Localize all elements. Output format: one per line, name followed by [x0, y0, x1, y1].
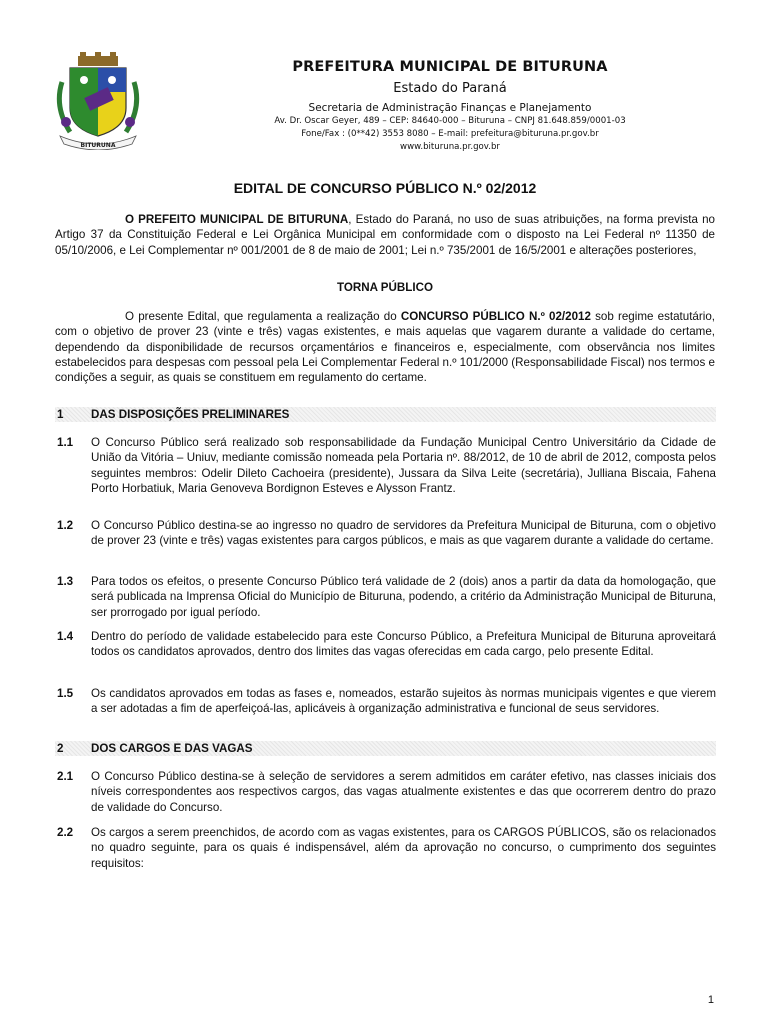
section-header	[55, 407, 716, 422]
letterhead-address: Av. Dr. Oscar Geyer, 489 – CEP: 84640-000 – Bituruna – CNPJ 81.648.859/0001-03	[274, 116, 626, 126]
present-after: sob regime estatutário, com o objetivo de prover 23 (vinte e três) vagas existentes, e mais aquelas que vagarem durante a validade do certame, dependendo da disponibilidade de recursos orçamentários e financeiros e, especialmente, com observância nos limites estabelecidos para despesas com pessoal pela Lei Complementar Federal n.º 101/2000 (Responsabilidade Fiscal) nos termos e condições a seguir, as quais se constituem em regulamento do certame.	[55, 310, 715, 385]
letterhead-website: www.bituruna.pr.gov.br	[400, 142, 500, 152]
clause-number: 2.2	[57, 826, 74, 839]
present-paragraph	[55, 309, 715, 385]
clause-text: O Concurso Público será realizado sob responsabilidade da Fundação Municipal Centro Universitário da Cidade de União da Vitória – Uniuv, mediante comissão nomeada pela Portaria nº. 88/2012, de 10 de abril de 2012, composta pelos seguintes membros: Odelir Dileto Cachoeira (presidente), Jussara da Silva Leite (secretária), Julliana Biscaia, Fahena Porto Horbatiuk, Maria Genoveva Bordignon Esteves e Alysson Frantz.	[91, 436, 716, 495]
intro-bold: O PREFEITO MUNICIPAL DE BITURUNA	[125, 213, 349, 226]
section-title: DOS CARGOS E DAS VAGAS	[91, 742, 253, 755]
clause-item	[55, 435, 716, 496]
letterhead-title: PREFEITURA MUNICIPAL DE BITURUNA	[292, 59, 608, 75]
intro-rest: , Estado do Paraná, no uso de suas atribuições, na forma prevista no Artigo 37 da Constituição Federal e Lei Orgânica Municipal em conformidade com o disposto na Lei Federal nº 11350 de 05/10/2006, e Lei Complementar nº 001/2001 de 8 de maio de 2001; Lei n.º 735/2001 de 16/5/2001 e alterações posteriores,	[55, 213, 715, 257]
letterhead-state: Estado do Paraná	[393, 81, 507, 96]
section-header	[55, 741, 716, 756]
clause-item	[55, 769, 716, 815]
clause-item	[55, 825, 716, 871]
clause-text: Dentro do período de validade estabelecido para este Concurso Público, a Prefeitura Municipal de Bituruna aproveitará todos os candidatos aprovados, dentro dos limites das vagas oferecidas em cada cargo, pelo presente Edital.	[91, 630, 716, 659]
clause-number: 1.3	[57, 575, 74, 588]
clause-text: Os candidatos aprovados em todas as fases e, nomeados, estarão sujeitos às normas municipais vigentes e que vierem a ser adotadas a fim de aperfeiçoá-las, aplicáveis à organização administrativa e funcional de seus servidores.	[91, 687, 716, 716]
clause-number: 2.1	[57, 770, 74, 783]
clause-text: O Concurso Público destina-se ao ingresso no quadro de servidores da Prefeitura Municipal de Bituruna, com o objetivo de prover 23 (vinte e três) vagas existentes para cargos públicos, e mais as que vagarem durante a validade do certame.	[91, 519, 716, 548]
coat-of-arms-logo	[52, 52, 144, 150]
letterhead	[200, 58, 700, 154]
clause-text: Para todos os efeitos, o presente Concurso Público terá validade de 2 (dois) anos a partir da data da homologação, que será publicada na Imprensa Oficial do Município de Bituruna, podendo, a critério da Administração Municipal de Bituruna, ser prorrogado por igual período.	[91, 575, 716, 619]
section-number: 1	[57, 408, 64, 421]
clause-number: 1.4	[57, 630, 74, 643]
clause-item	[55, 574, 716, 620]
section-title: DAS DISPOSIÇÕES PRELIMINARES	[91, 408, 290, 421]
clause-item	[55, 518, 716, 549]
clause-number: 1.1	[57, 436, 74, 449]
present-bold: CONCURSO PÚBLICO N.º 02/2012	[400, 310, 591, 323]
present-before: O presente Edital, que regulamenta a realização do	[125, 310, 401, 323]
section-number: 2	[57, 742, 64, 755]
document-heading: EDITAL DE CONCURSO PÚBLICO N.º 02/2012	[233, 180, 537, 196]
letterhead-contact: Fone/Fax : (0**42) 3553 8080 – E-mail: prefeitura@bituruna.pr.gov.br	[301, 129, 599, 139]
clause-item	[55, 629, 716, 660]
torna-publico: TORNA PÚBLICO	[337, 281, 433, 294]
clause-text: O Concurso Público destina-se à seleção de servidores a serem admitidos em caráter efetivo, nas classes iniciais dos níveis correspondentes aos respectivos cargos, das vagas atualmente existentes e das que ocorrerem dentro do prazo de validade do Concurso.	[91, 770, 716, 814]
clause-text: Os cargos a serem preenchidos, de acordo com as vagas existentes, para os CARGOS PÚBLICOS, são os relacionados no quadro seguinte, para os quais é indispensável, além da aprovação no concurso, o cumprimento dos seguintes requisitos:	[91, 826, 716, 870]
intro-paragraph	[55, 212, 715, 258]
letterhead-secretaria: Secretaria de Administração Finanças e Planejamento	[308, 102, 592, 114]
clause-number: 1.5	[57, 687, 74, 700]
clause-number: 1.2	[57, 519, 74, 532]
page-number: 1	[707, 994, 714, 1006]
crest-ribbon-text: BITURUNA	[80, 142, 116, 149]
clause-item	[55, 686, 716, 717]
